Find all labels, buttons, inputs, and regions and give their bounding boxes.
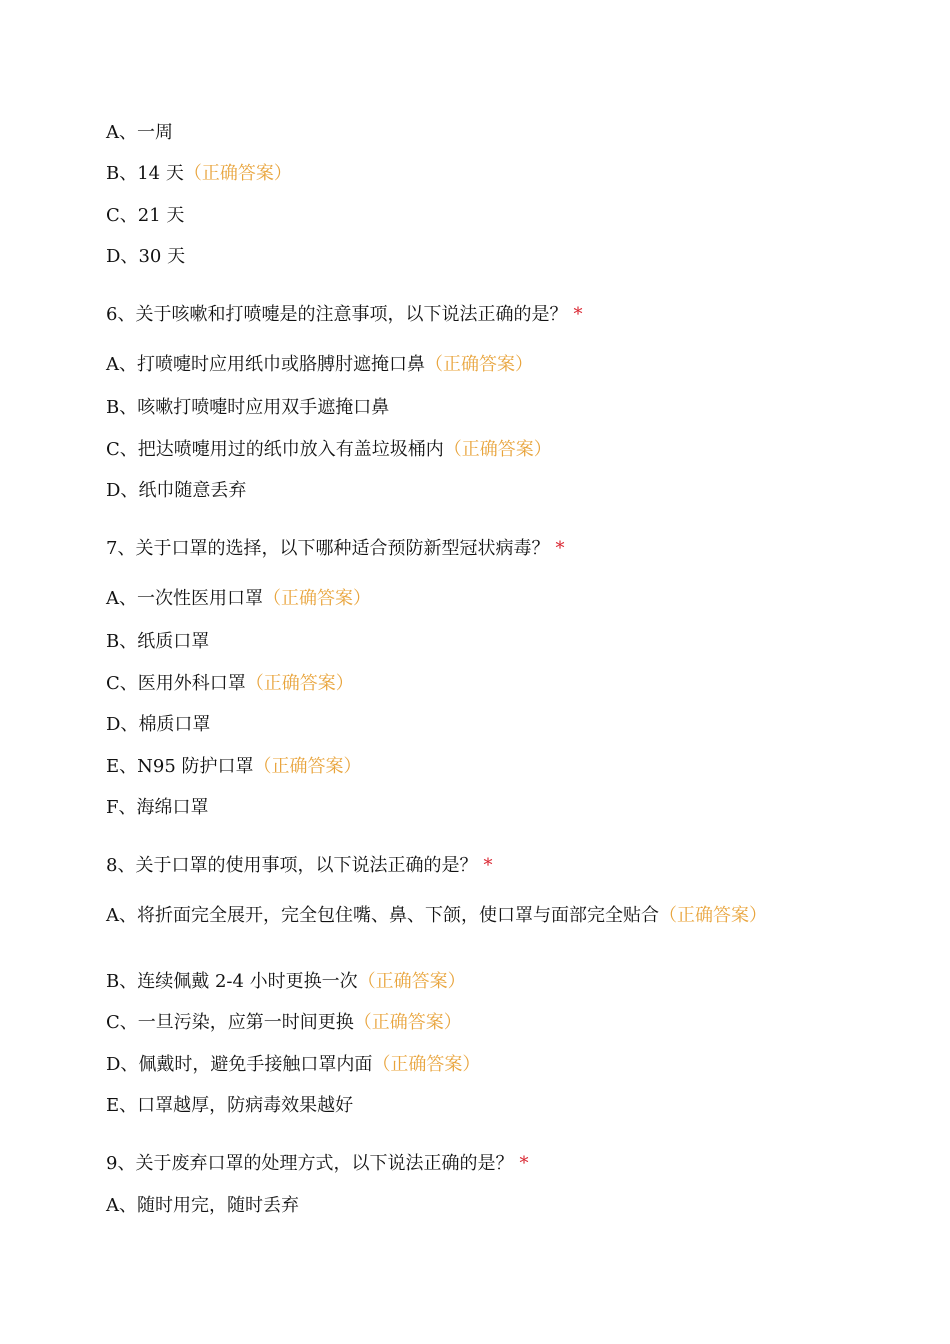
question-9-title xyxy=(106,1151,826,1176)
option-text: 打喷嚏时应用纸巾或胳膊肘遮掩口鼻 xyxy=(137,354,425,375)
required-mark: * xyxy=(483,855,493,876)
option-prefix: F、 xyxy=(106,797,137,818)
option-prefix: E、 xyxy=(106,756,138,777)
option-prefix: D、 xyxy=(106,714,139,735)
option-prefix: A、 xyxy=(106,1195,137,1216)
option-prefix: C、 xyxy=(106,205,138,226)
option-text: 21 天 xyxy=(137,205,185,226)
option-prefix: B、 xyxy=(106,631,138,652)
q7-option-c xyxy=(106,671,826,696)
question-text: 9、关于废弃口罩的处理方式，以下说法正确的是？ xyxy=(106,1153,514,1174)
q6-option-a xyxy=(106,352,826,377)
option-prefix: B、 xyxy=(106,163,138,184)
option-text: 纸巾随意丢弃 xyxy=(138,480,247,501)
option-prefix: B、 xyxy=(106,971,138,992)
q7-option-b xyxy=(106,629,826,654)
q7-option-d xyxy=(106,712,826,737)
required-mark: * xyxy=(519,1153,529,1174)
q9-option-a xyxy=(106,1193,826,1218)
option-top-d xyxy=(106,244,826,269)
option-text: 一周 xyxy=(137,122,173,143)
q8-option-d xyxy=(106,1052,826,1077)
correct-answer-tag: （正确答案） xyxy=(253,756,362,777)
q7-option-f xyxy=(106,795,826,820)
option-prefix: C、 xyxy=(106,1012,138,1033)
option-text: 把达喷嚏用过的纸巾放入有盖垃圾桶内 xyxy=(137,439,444,460)
option-prefix: D、 xyxy=(106,246,139,267)
question-text: 6、关于咳嗽和打喷嚏是的注意事项，以下说法正确的是？ xyxy=(106,304,568,325)
required-mark: * xyxy=(573,304,583,325)
option-text: 医用外科口罩 xyxy=(137,673,246,694)
option-text: 一旦污染，应第一时间更换 xyxy=(137,1012,354,1033)
q7-option-a xyxy=(106,586,826,611)
option-text: 14 天 xyxy=(137,163,184,184)
q8-option-c xyxy=(106,1010,826,1035)
option-text: 连续佩戴 2-4 小时更换一次 xyxy=(137,971,358,992)
option-prefix: A、 xyxy=(106,588,137,609)
correct-answer-tag: （正确答案） xyxy=(353,1012,462,1033)
correct-answer-tag: （正确答案） xyxy=(357,971,466,992)
option-text: 海绵口罩 xyxy=(136,797,209,818)
correct-answer-tag: （正确答案） xyxy=(443,439,552,460)
correct-answer-tag: （正确答案） xyxy=(372,1054,481,1075)
option-prefix: C、 xyxy=(106,439,138,460)
question-text: 7、关于口罩的选择，以下哪种适合预防新型冠状病毒？ xyxy=(106,538,550,559)
question-text: 8、关于口罩的使用事项，以下说法正确的是？ xyxy=(106,855,478,876)
option-text: N95 防护口罩 xyxy=(137,756,254,777)
q6-option-c xyxy=(106,437,826,462)
required-mark: * xyxy=(555,538,565,559)
option-prefix: A、 xyxy=(106,354,137,375)
correct-answer-tag: （正确答案） xyxy=(263,588,371,609)
correct-answer-tag: （正确答案） xyxy=(659,905,767,926)
option-prefix: C、 xyxy=(106,673,138,694)
q6-option-b xyxy=(106,395,826,420)
option-text: 纸质口罩 xyxy=(137,631,210,652)
q8-option-e xyxy=(106,1093,826,1118)
q8-option-b xyxy=(106,969,826,994)
option-text: 一次性医用口罩 xyxy=(137,588,263,609)
correct-answer-tag: （正确答案） xyxy=(183,163,292,184)
option-prefix: A、 xyxy=(106,122,137,143)
option-top-c xyxy=(106,203,826,228)
question-6-title xyxy=(106,302,826,327)
q6-option-d xyxy=(106,478,826,503)
question-8-title xyxy=(106,853,826,878)
option-text: 口罩越厚，防病毒效果越好 xyxy=(137,1095,354,1116)
option-text: 咳嗽打喷嚏时应用双手遮掩口鼻 xyxy=(137,397,390,418)
option-prefix: A、 xyxy=(106,905,137,926)
option-text: 棉质口罩 xyxy=(138,714,211,735)
option-top-b xyxy=(106,161,826,186)
q8-option-a xyxy=(106,903,821,928)
option-prefix: D、 xyxy=(106,480,139,501)
question-7-title xyxy=(106,536,826,561)
correct-answer-tag: （正确答案） xyxy=(245,673,354,694)
q7-option-e xyxy=(106,754,826,779)
option-prefix: B、 xyxy=(106,397,138,418)
option-text: 随时用完，随时丢弃 xyxy=(137,1195,299,1216)
correct-answer-tag: （正确答案） xyxy=(425,354,533,375)
option-top-a xyxy=(106,120,826,145)
option-text: 将折面完全展开，完全包住嘴、鼻、下颌，使口罩与面部完全贴合 xyxy=(137,905,659,926)
option-text: 30 天 xyxy=(138,246,186,267)
option-text: 佩戴时，避免手接触口罩内面 xyxy=(138,1054,373,1075)
option-prefix: E、 xyxy=(106,1095,138,1116)
option-prefix: D、 xyxy=(106,1054,139,1075)
